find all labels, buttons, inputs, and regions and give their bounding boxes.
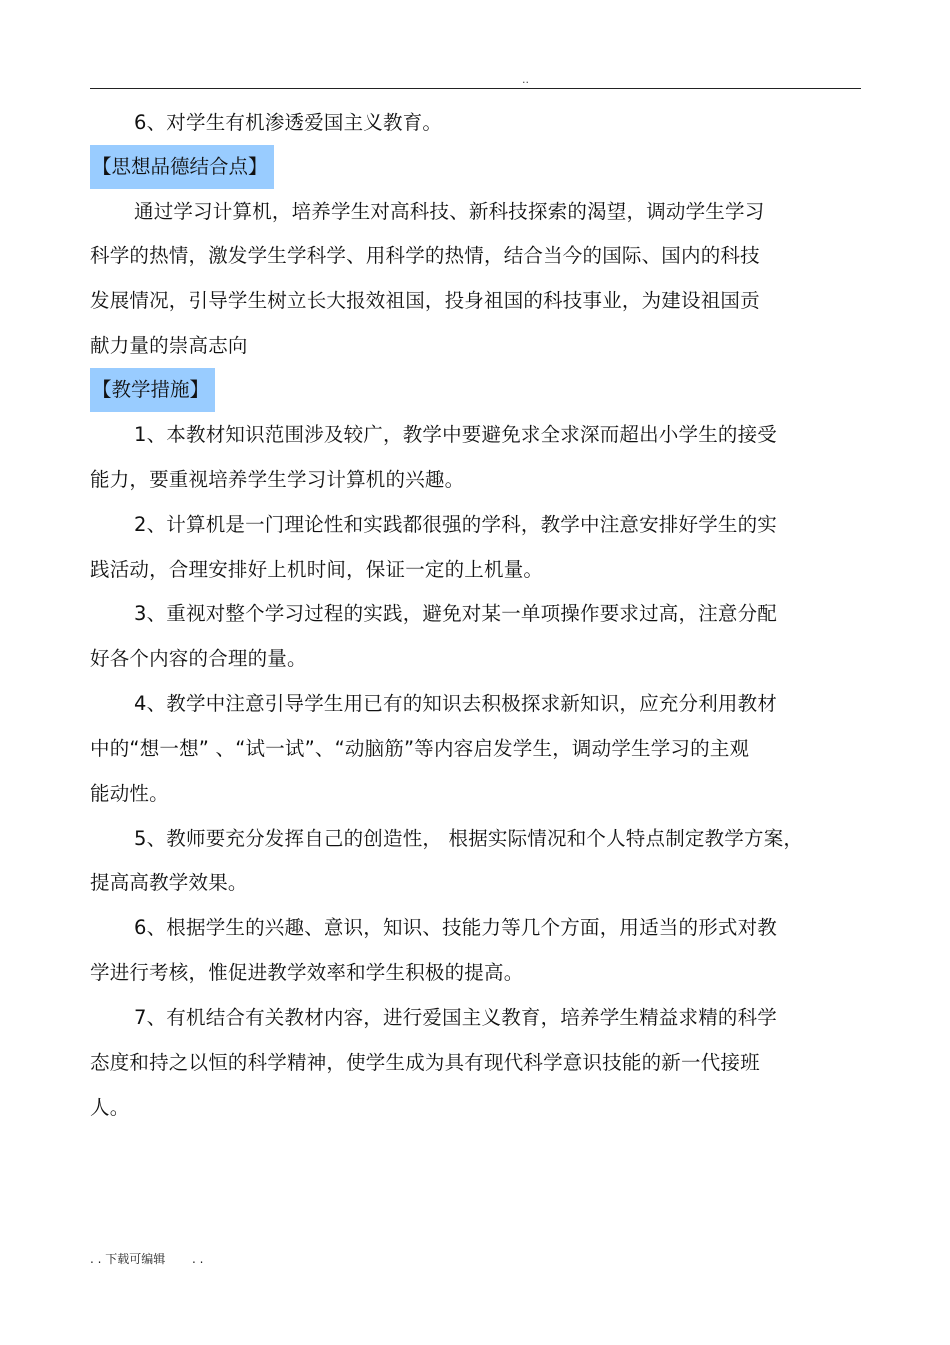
measure-2-line: 2、计算机是一门理论性和实践都很强的学科，教学中注意安排好学生的实 bbox=[134, 513, 778, 536]
measure-4-line: 4、教学中注意引导学生用已有的知识去积极探求新知识，应充分利用教材 bbox=[134, 692, 778, 715]
measure-7-line: 7、有机结合有关教材内容，进行爱国主义教育，培养学生精益求精的科学 bbox=[134, 1006, 778, 1029]
measure-4-line: 能动性。 bbox=[90, 782, 169, 805]
measure-6-line: 学进行考核，惟促进教学效率和学生积极的提高。 bbox=[90, 961, 524, 984]
measure-5-line: 提高高教学效果。 bbox=[90, 871, 248, 894]
measure-1-line: 1、本教材知识范围涉及较广，教学中要避免求全求深而超出小学生的接受 bbox=[134, 423, 778, 446]
header-rule bbox=[90, 88, 861, 89]
measure-5-line: 5、教师要充分发挥自己的创造性， 根据实际情况和个人特点制定教学方案， bbox=[134, 827, 804, 850]
measure-7-line: 人。 bbox=[90, 1096, 130, 1119]
footer-editable-note: . . 下载可编辑 . . bbox=[90, 1252, 204, 1266]
measure-4-line: 中的“想一想” 、“试一试”、“动脑筋”等内容启发学生，调动学生学习的主观 bbox=[90, 737, 750, 760]
section-heading-measures: 【教学措施】 bbox=[90, 368, 215, 412]
measure-3-line: 3、重视对整个学习过程的实践，避免对某一单项操作要求过高，注意分配 bbox=[134, 602, 778, 625]
section-heading-moral: 【思想品德结合点】 bbox=[90, 145, 274, 189]
moral-paragraph-line: 通过学习计算机，培养学生对高科技、新科技探索的渴望，调动学生学习 bbox=[134, 200, 765, 223]
header-dots: .. bbox=[522, 73, 529, 86]
moral-paragraph-line: 献力量的崇高志向 bbox=[90, 334, 248, 357]
measure-7-line: 态度和持之以恒的科学精神，使学生成为具有现代科学意识技能的新一代接班 bbox=[90, 1051, 760, 1074]
measure-6-line: 6、根据学生的兴趣、意识，知识、技能力等几个方面，用适当的形式对教 bbox=[134, 916, 778, 939]
measure-3-line: 好各个内容的合理的量。 bbox=[90, 647, 307, 670]
measure-1-line: 能力，要重视培养学生学习计算机的兴趣。 bbox=[90, 468, 465, 491]
objective-item-6: 6、对学生有机渗透爱国主义教育。 bbox=[134, 111, 443, 134]
moral-paragraph-line: 科学的热情，激发学生学科学、用科学的热情，结合当今的国际、国内的科技 bbox=[90, 244, 760, 267]
measure-2-line: 践活动，合理安排好上机时间，保证一定的上机量。 bbox=[90, 558, 544, 581]
moral-paragraph-line: 发展情况，引导学生树立长大报效祖国，投身祖国的科技事业，为建设祖国贡 bbox=[90, 289, 760, 312]
